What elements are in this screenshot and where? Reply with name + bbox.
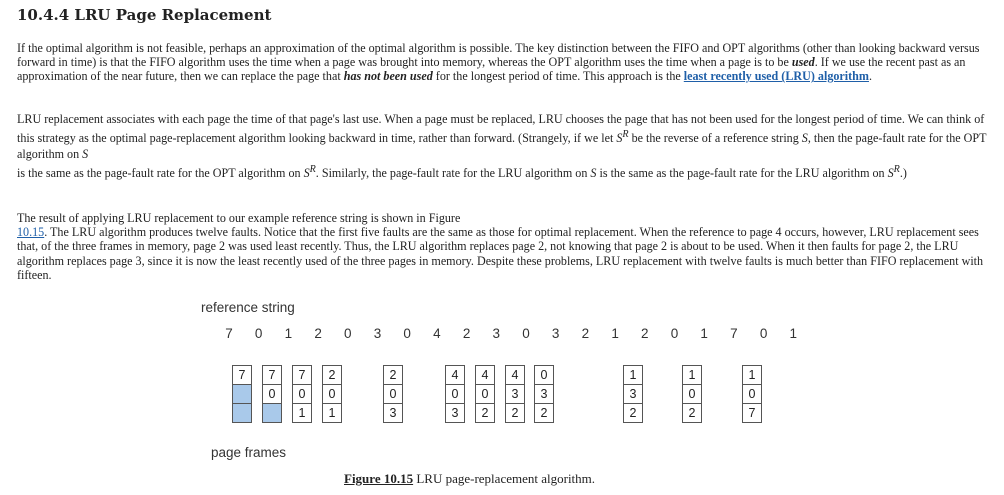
frame-column: [322, 365, 342, 423]
p1-emphasis-used: used: [791, 55, 815, 70]
reference-item: 0: [254, 326, 263, 341]
frame-column: [232, 365, 252, 423]
frame-cell: 0: [323, 385, 341, 404]
figure-number: Figure 10.15: [344, 471, 414, 486]
frame-cell: 3: [624, 385, 642, 404]
frame-column: [623, 365, 643, 423]
frame-cell: [233, 404, 251, 422]
frame-cell: 1: [624, 366, 642, 385]
p2-sup-r4: R: [309, 164, 316, 176]
frame-cell: 3: [389, 406, 397, 420]
p2-var-s6: S: [887, 166, 894, 181]
frame-cell: 2: [688, 406, 696, 420]
reference-item: 3: [373, 326, 382, 341]
p2-text-b: be the reverse of a reference string: [628, 131, 802, 146]
paragraph-1: [17, 41, 989, 84]
frame-cell: 3: [506, 385, 524, 404]
frame-cell: 1: [743, 366, 761, 385]
page-frames-diagram: [232, 365, 772, 435]
frame-column: [383, 365, 403, 423]
figure-caption: [344, 471, 595, 487]
p1-text-c: for the longest period of time. This approach is the: [432, 69, 684, 84]
p1-text-b: . If we use the recent past as an approximation of the near future, then we can replace the page that: [17, 55, 966, 84]
frame-cell: 2: [323, 366, 341, 385]
frame-cell: 4: [506, 366, 524, 385]
frame-cell: 2: [540, 406, 548, 420]
reference-item: 0: [759, 326, 768, 341]
frame-cell: [263, 404, 281, 422]
p2-text-c: , then the page-fault rate for the OPT algorithm on: [17, 131, 987, 161]
frame-cell: 2: [384, 366, 402, 385]
frame-cell: 4: [446, 366, 464, 385]
frame-cell: 0: [446, 385, 464, 404]
frame-cell: 0: [535, 366, 553, 385]
frame-cell: 0: [263, 385, 281, 404]
frame-cell: 3: [535, 385, 553, 404]
frame-cell: 0: [476, 385, 494, 404]
reference-item: 0: [403, 326, 411, 341]
frame-column: [292, 365, 312, 423]
frame-cell: 4: [476, 366, 494, 385]
reference-item: 3: [492, 326, 501, 341]
p2-var-s3: S: [82, 146, 89, 161]
p2-sup-r6: R: [893, 164, 900, 176]
reference-item: 0: [670, 326, 679, 341]
reference-item: 4: [433, 326, 441, 341]
frame-cell: 2: [511, 406, 519, 420]
frame-cell: 0: [384, 385, 402, 404]
frame-cell: 0: [743, 385, 761, 404]
p2-text-a: LRU replacement associates with each page the time of that page's last use. When a page must be replaced, LRU chooses the page that has not been used for the longest period of time. We can think of this strategy as the optimal page-replacement algorithm looking backward in time, rather than forward. (Strangely, if we let: [17, 112, 985, 146]
section-title: 10.4.4 LRU Page Replacement: [17, 6, 272, 24]
p1-text-d: .: [868, 69, 872, 84]
p2-text-f: is the same as the page-fault rate for the LRU algorithm on: [596, 166, 888, 181]
frame-cell: 2: [629, 406, 637, 420]
reference-item: 0: [344, 326, 352, 341]
frame-cell: 7: [293, 366, 311, 385]
paragraph-3: [17, 211, 989, 282]
figure-caption-text: LRU page-replacement algorithm.: [413, 471, 596, 486]
p1-emphasis-not-used: has not been used: [343, 69, 433, 84]
reference-item: 1: [611, 326, 619, 341]
p2-var-s4: S: [303, 166, 310, 181]
p2-text-e: . Similarly, the page-fault rate for the LRU algorithm on: [315, 166, 591, 181]
frame-cell: 0: [293, 385, 311, 404]
frame-cell: 7: [233, 366, 251, 385]
p1-text-a: If the optimal algorithm is not feasible, perhaps an approximation of the optimal algorithm is possible. The key distinction between the FIFO and OPT algorithms (other than looking backward versus forward in time) is that the FIFO algorithm uses the time when a page was brought into memory, whereas the OPT algorithm uses the time when a page is to be: [17, 41, 980, 70]
frame-cell: [233, 385, 251, 404]
frame-column: [534, 365, 554, 423]
p2-var-s: S: [616, 131, 623, 146]
p2-sup-r: R: [622, 129, 629, 141]
p2-var-s5: S: [590, 166, 597, 181]
p3-text-b: . The LRU algorithm produces twelve faults. Notice that the first five faults are the same as those for optimal replacement. When the reference to page 4 occurs, however, LRU replacement sees that, of the three frames in memory, page 2 was used least recently. Thus, the LRU algorithm replaces page 2, not knowing that page 2 is about to be used. When it then faults for page 2, the LRU algorithm replaces page 3, since it is now the least recently used of the three pages in memory. Despite these problems, LRU replacement with twelve faults is much better than FIFO replacement with fifteen.: [17, 225, 984, 282]
reference-item: 2: [314, 326, 322, 341]
frame-column: [682, 365, 702, 423]
lru-algorithm-link[interactable]: least recently used (LRU) algorithm: [683, 69, 869, 84]
frame-cell: 1: [328, 406, 336, 420]
frame-column: [742, 365, 762, 423]
frame-column: [445, 365, 465, 423]
frame-cell: 1: [683, 366, 701, 385]
reference-item: 2: [641, 326, 649, 341]
reference-item: 1: [284, 326, 293, 341]
reference-item: 1: [700, 326, 708, 341]
p3-text-a: The result of applying LRU replacement to our example reference string is shown in Figure: [17, 211, 461, 225]
reference-item: 3: [551, 326, 560, 341]
frame-cell: 7: [748, 406, 756, 420]
p2-text-d: is the same as the page-fault rate for the OPT algorithm on: [17, 166, 304, 181]
frame-cell: 0: [683, 385, 701, 404]
page-frames-label: page frames: [211, 445, 287, 460]
figure-10-15-link[interactable]: 10.15: [17, 225, 45, 240]
reference-item: 2: [581, 326, 590, 341]
p2-text-g: .): [899, 166, 907, 181]
reference-string-label: reference string: [201, 300, 295, 315]
frame-cell: 2: [481, 406, 489, 420]
frame-column: [505, 365, 525, 423]
frame-cell: 1: [298, 406, 306, 420]
reference-item: 7: [730, 326, 738, 341]
paragraph-2: [17, 112, 989, 182]
reference-item: 2: [462, 326, 471, 341]
frame-cell: 3: [451, 406, 459, 420]
p2-var-s2: S: [801, 131, 808, 146]
frame-column: [262, 365, 282, 423]
frame-column: [475, 365, 495, 423]
reference-item: 0: [522, 326, 530, 341]
frame-cell: 7: [263, 366, 281, 385]
reference-item: 1: [789, 326, 798, 341]
reference-item: 7: [225, 326, 233, 341]
